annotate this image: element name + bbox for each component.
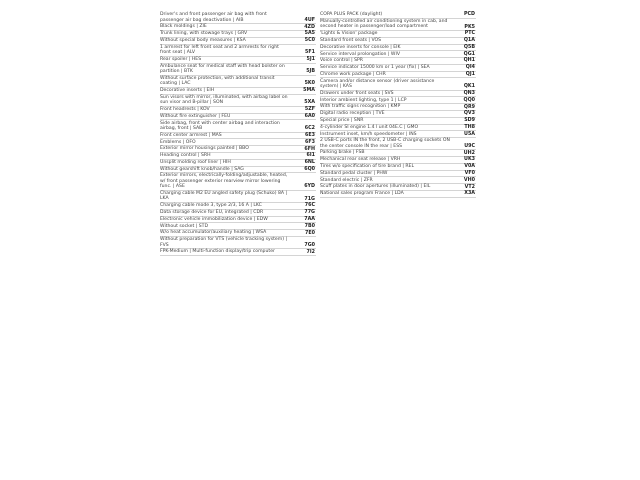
option-code: 77G bbox=[304, 210, 315, 216]
option-row bbox=[160, 31, 316, 38]
option-description: Tires w/o specification of tire brand | REL bbox=[320, 164, 415, 170]
option-description: Mechanical rear seat release | VRH bbox=[320, 157, 401, 163]
option-row bbox=[160, 95, 316, 107]
option-row bbox=[160, 57, 316, 64]
option-description: Service interval prolongation | WIV bbox=[320, 51, 400, 57]
option-row bbox=[160, 237, 316, 249]
option-row bbox=[160, 88, 316, 95]
option-code: 6A0 bbox=[304, 114, 315, 119]
option-code: UK3 bbox=[464, 157, 475, 163]
option-code: QI4 bbox=[465, 65, 475, 71]
option-row bbox=[320, 65, 476, 72]
option-description: Standard pedal cluster | PHW bbox=[320, 170, 388, 176]
option-row bbox=[160, 249, 316, 256]
option-description: Without gearshift knob/handle | SAG bbox=[160, 166, 244, 172]
option-row bbox=[320, 171, 476, 178]
option-description: Charging cable M2 EU angled safety plug (Schuko) 8A | LKA bbox=[160, 191, 288, 202]
option-code: QG1 bbox=[463, 51, 475, 57]
option-code: 7E0 bbox=[305, 230, 315, 236]
option-code: 5ZF bbox=[304, 107, 315, 113]
option-row bbox=[160, 191, 316, 203]
option-row bbox=[320, 19, 476, 31]
option-code: 4UF bbox=[304, 17, 315, 23]
option-code: QK1 bbox=[463, 84, 475, 90]
option-code: 6C2 bbox=[304, 126, 315, 132]
option-code: 4ZD bbox=[304, 24, 315, 30]
option-description: Ambulance seat for medical staff with head bolster on partition | BTK bbox=[160, 63, 285, 75]
option-code: Q1A bbox=[463, 38, 475, 44]
option-code: 71G bbox=[304, 196, 315, 202]
option-code: VH0 bbox=[463, 177, 475, 183]
option-row bbox=[320, 12, 476, 19]
option-description: Charging cable mode 3, type 2/3, 16 A | LKC bbox=[160, 203, 262, 209]
option-row bbox=[320, 38, 476, 45]
option-description: Without fire extinguisher | FEU bbox=[160, 113, 231, 119]
option-code: TH8 bbox=[464, 124, 475, 130]
option-row bbox=[160, 160, 316, 167]
option-description: W/o heat accumulator/auxiliary heating | WSA bbox=[160, 230, 267, 236]
option-code: 6I1 bbox=[306, 153, 315, 159]
option-code: QJ1 bbox=[465, 72, 475, 78]
option-description: Rear spoiler | HES bbox=[160, 56, 202, 62]
option-row bbox=[320, 31, 476, 38]
option-description: Data storage device for EU, integrated | CDR bbox=[160, 210, 264, 216]
option-code: 6YD bbox=[304, 184, 315, 190]
option-description: 'Lights & Vision' package bbox=[320, 31, 378, 37]
option-row bbox=[160, 76, 316, 88]
option-row bbox=[160, 45, 316, 57]
option-column-left bbox=[160, 12, 316, 298]
option-description: Voice control | SPR bbox=[320, 58, 363, 64]
option-row bbox=[160, 12, 316, 24]
option-description: Parking brake | FSB bbox=[320, 150, 365, 156]
option-description: Electronic vehicle immobilization device | EDW bbox=[160, 216, 268, 222]
option-code: 7AA bbox=[304, 217, 315, 222]
option-description: Front center armrest | MAS bbox=[160, 132, 222, 138]
option-row bbox=[160, 217, 316, 224]
option-code: Q5B bbox=[463, 44, 475, 50]
option-description: Sun visors with mirror, illuminated, with airbag label on sun visor and B-pillar | SON bbox=[160, 94, 288, 106]
option-description: Drawers under front seats | SVS bbox=[320, 90, 394, 96]
option-description: Scuff plates in door apertures (illuminated) | EIL bbox=[320, 184, 431, 190]
option-description: COPA PLUS PACK (daylight) bbox=[320, 12, 383, 18]
option-row bbox=[160, 146, 316, 153]
option-description: Emblems | OFO bbox=[160, 139, 196, 145]
option-code: 7G0 bbox=[304, 242, 315, 248]
option-row bbox=[160, 120, 316, 132]
option-code: QQ0 bbox=[463, 97, 475, 103]
option-code: UH2 bbox=[463, 150, 475, 156]
option-row bbox=[320, 184, 476, 191]
option-description: Without socket | STD bbox=[160, 223, 208, 229]
option-description: Side airbag, front with center airbag and interaction airbag, front | SAB bbox=[160, 120, 280, 131]
option-code: 7B0 bbox=[304, 223, 315, 229]
option-row bbox=[160, 38, 316, 45]
option-row bbox=[320, 164, 476, 171]
option-row bbox=[320, 111, 476, 118]
option-code: 5J1 bbox=[306, 57, 315, 63]
option-description: Chrome work package | CHR bbox=[320, 71, 386, 77]
option-description: Decorative inserts for console | EIK bbox=[320, 44, 401, 50]
option-row bbox=[320, 78, 476, 90]
option-code: 5MA bbox=[303, 88, 315, 94]
option-description: FPK-Medium | Multi-function display/trip computer bbox=[160, 249, 275, 255]
option-code: U5A bbox=[464, 131, 475, 137]
option-row bbox=[320, 191, 476, 198]
option-code: 5A5 bbox=[304, 31, 315, 37]
option-code: VT2 bbox=[464, 184, 475, 190]
option-description: National sales program France | LDA bbox=[320, 191, 404, 197]
option-row bbox=[160, 230, 316, 237]
option-description: Instrument inset, km/h speedometer | INS bbox=[320, 131, 417, 137]
option-code: 6NL bbox=[304, 160, 315, 166]
option-row bbox=[160, 203, 316, 210]
option-row bbox=[160, 210, 316, 217]
option-code: U9C bbox=[464, 143, 475, 149]
option-code: 5C0 bbox=[304, 38, 315, 44]
option-code: SD9 bbox=[464, 118, 475, 124]
option-code: 6F3 bbox=[305, 139, 315, 145]
option-description: Without surface protection, with additional transit coating | LAC bbox=[160, 75, 275, 87]
option-description: 1 armrest for left front seat and 2 armrests for right front seat | ALV bbox=[160, 44, 279, 56]
option-code: 5F1 bbox=[305, 50, 315, 56]
option-row bbox=[320, 125, 476, 132]
option-row bbox=[320, 91, 476, 98]
option-description: Special price | SNR bbox=[320, 117, 364, 123]
option-code: 6E3 bbox=[305, 132, 315, 138]
option-row bbox=[160, 114, 316, 121]
option-code: 6FH bbox=[304, 146, 315, 152]
option-row bbox=[160, 64, 316, 76]
option-row bbox=[160, 107, 316, 114]
option-code: 5K0 bbox=[304, 81, 315, 87]
option-description: Trunk lining, with stowage trays | GRV bbox=[160, 31, 248, 37]
option-code: 76C bbox=[304, 203, 315, 209]
option-code-sheet bbox=[160, 12, 476, 298]
option-description: With traffic signs recognition | KMP bbox=[320, 104, 401, 110]
option-code: QV3 bbox=[463, 111, 475, 117]
option-row bbox=[160, 153, 316, 160]
option-code: VF0 bbox=[464, 171, 475, 176]
option-description: Without preparation for VTS (vehicle tracking system) | FVS bbox=[160, 237, 288, 248]
option-code: QR9 bbox=[463, 104, 475, 110]
option-description: Front headrests | KOV bbox=[160, 107, 210, 113]
option-row bbox=[320, 58, 476, 65]
option-description: Decorative inserts | EIH bbox=[160, 88, 215, 94]
option-description: Heading control | SRH bbox=[160, 153, 211, 159]
option-code: X3A bbox=[464, 191, 475, 197]
option-code: 5XA bbox=[304, 100, 315, 106]
option-code: QH1 bbox=[463, 58, 475, 64]
option-row bbox=[160, 173, 316, 191]
option-row bbox=[160, 24, 316, 31]
option-description: Manually-controlled air conditioning system in cab, and second heater in passenger/load compartment bbox=[320, 18, 448, 30]
option-description: Service indicator 15000 km or 1 year (fix) | SEA bbox=[320, 65, 430, 71]
option-row bbox=[160, 133, 316, 140]
option-description: Interior ambient lighting, type 1 | LCP bbox=[320, 97, 407, 103]
option-description: 4-cylinder SI engine 1.4 l unit 04E.C | GMO bbox=[320, 124, 419, 130]
option-description: Camera and/or distance sensor (driver assistance system) | KAS bbox=[320, 78, 435, 90]
option-row bbox=[320, 118, 476, 125]
option-row bbox=[320, 45, 476, 52]
option-code: QN3 bbox=[463, 91, 475, 96]
option-code: 5JB bbox=[306, 69, 315, 75]
option-description: Unsplit molding roof liner | HIH bbox=[160, 159, 231, 165]
option-code: 7I2 bbox=[306, 249, 315, 255]
option-row bbox=[320, 72, 476, 79]
option-code: PTC bbox=[464, 31, 475, 37]
option-row bbox=[320, 157, 476, 164]
option-code: PCD bbox=[463, 12, 475, 18]
option-code: PK5 bbox=[464, 24, 475, 30]
option-description: Without special body measures | KSA bbox=[160, 37, 246, 43]
option-description: Exterior mirror housings painted | BBO bbox=[160, 146, 249, 152]
option-description: Driver's and front passenger air bag with front passenger air bag deactivation | AIB bbox=[160, 12, 267, 23]
option-description: Exterior mirrors, electrically-folding/adjustable, heated, w/ front passenger exterior rearview mirror lowering func. | ASE bbox=[160, 173, 288, 190]
option-row bbox=[320, 138, 476, 150]
option-code: V0A bbox=[464, 164, 475, 170]
option-description: Digital radio reception | TVE bbox=[320, 111, 385, 117]
option-description: 2 USB-C ports IN the front, 2 USB-C charging sockets ON the center console IN the rear | ESS bbox=[320, 138, 450, 149]
option-row bbox=[320, 104, 476, 111]
option-column-right bbox=[320, 12, 476, 298]
option-description: Black moldings | ZIE bbox=[160, 24, 207, 30]
option-description: Standard front seats | VOS bbox=[320, 37, 382, 43]
option-code: 6Q0 bbox=[304, 166, 315, 172]
option-description: Standard electric | ZFR bbox=[320, 177, 373, 183]
